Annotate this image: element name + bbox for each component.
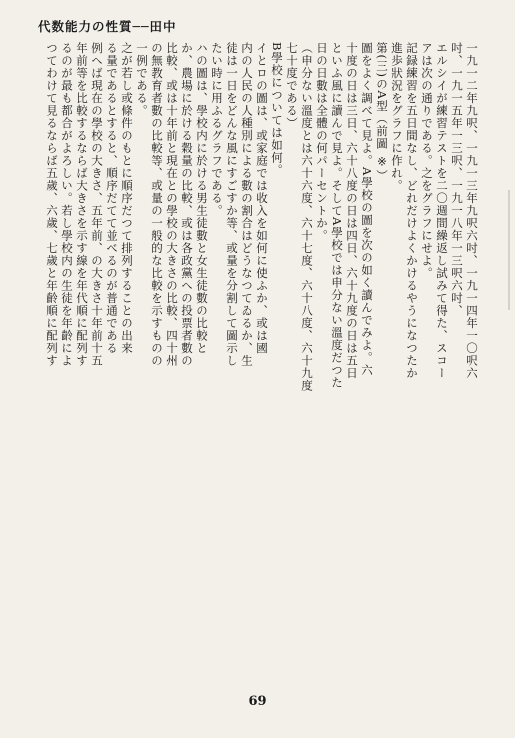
text-column-20: か、農場に於ける穀量の比較、或は各政黨への投票者數の (180, 42, 194, 367)
text-column-4: アは次の通りである。之をグラフにせよ。 (420, 42, 434, 280)
text-column-11: 日の日數は全體の何パーセントか。 (315, 42, 329, 242)
text-column-13: 七十度である） (285, 42, 299, 130)
text-column-24: 之が若し或條件のもとに順序だつて排列することの出来 (120, 42, 134, 355)
text-column-28: るのが最も都合がよろしい。若し學校内の生徒を年齡によ (60, 42, 74, 367)
text-column-22: の無教育者數の比較等、或量の一般的な比較を示すものの (150, 42, 164, 367)
text-column-21: 比較、或は十年前と現在との學校の大きさの比較、四十州 (165, 42, 179, 367)
running-header: 代数能力の性質──田中 (38, 19, 177, 34)
text-column-8: 圖をよく調べて見よ。A學校の圖を次の如く讀んでみよ。六 (360, 42, 374, 377)
text-column-10: といふ風に讀んで見よ。そしてA學校では申分ない溫度だつた (330, 42, 344, 389)
text-column-3: エルシイが練習テストを二〇週間繰返し試みて得た、スコー (435, 42, 449, 380)
vertical-text-body (45, 42, 480, 682)
text-column-18: たい時に用ふるグラフである。 (210, 42, 224, 217)
text-column-27: 年前等を比較するならば大きさを示す線を年代順に配列す (75, 42, 89, 367)
text-column-6: 進歩狀況をグラフに作れ。 (390, 42, 404, 192)
text-column-9: 十度の日は三日、六十八度の日は四日、六十九度の日は五日 (345, 42, 359, 380)
text-column-15: イとロの圖は、或家庭では收入を如何に使ふか、或は國 (255, 42, 269, 355)
page-number: 69 (248, 694, 267, 709)
text-column-12: （申分ない溫度とは六十六度、六十七度、六十八度、六十九度 (300, 42, 314, 392)
page-edge-mark (508, 190, 510, 310)
text-column-14: B學校については如何。 (270, 42, 284, 177)
text-column-26: 例へば現在の學校の大きさ、五年前、の大きさ十年前十五 (90, 42, 104, 367)
text-column-2: 吋、一九一五年一三呎、一九一八年一三呎六吋、 (450, 42, 464, 317)
text-column-5: 記録練習を五日間なし、どれだけよくかけるやうになつたか (405, 42, 419, 380)
text-column-7: 第(三)のA型（前圖 ※） (375, 42, 389, 182)
text-column-29: つてわけて見るならば五歲、六歲、七歲と年齡順に配列す (45, 42, 59, 367)
text-column-19: ハの圖は、學校内に於ける男生徒數と女生徒數の比較と (195, 42, 209, 355)
text-column-16: 内の人民の人種別による數の割合はどうなつてゐるか、生 (240, 42, 254, 367)
text-column-17: 徒は一日をどんな風にすごすか等、或量を分割して圖示し (225, 42, 239, 367)
text-column-23: 一例である。 (135, 42, 149, 117)
text-column-25: る量であるとすると、順序だてて並べるのが普通である (105, 42, 119, 355)
text-column-1: 一九一二年九呎、一九一三年九呎六吋、一九一四年一〇呎六 (465, 42, 479, 380)
